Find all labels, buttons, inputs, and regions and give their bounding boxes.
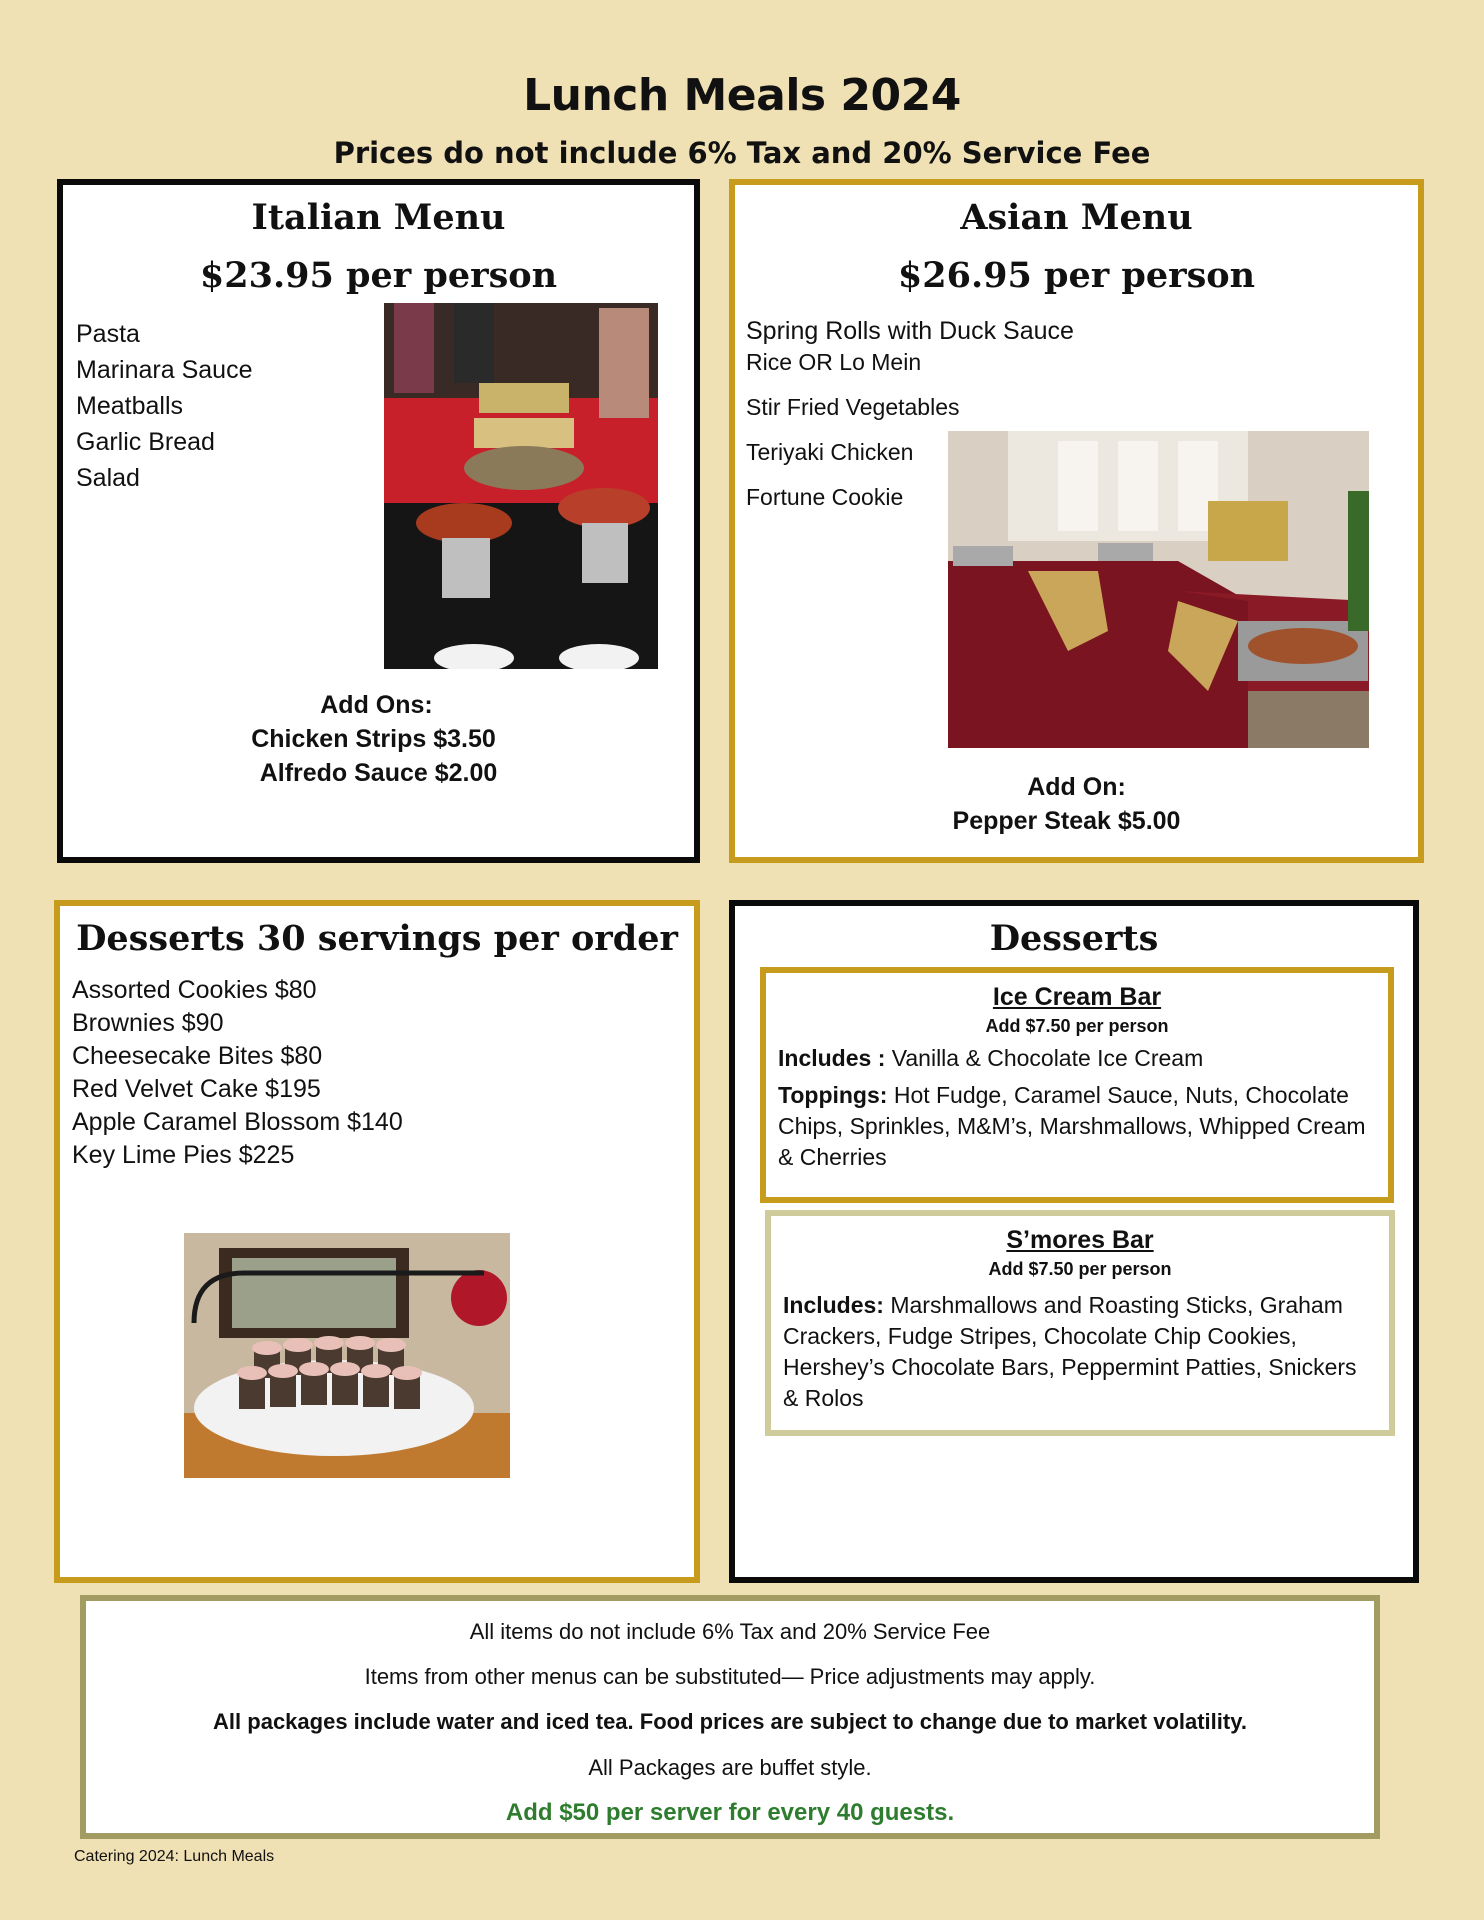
ice-cream-bar-box bbox=[760, 967, 1394, 1203]
italian-addon-item: Alfredo Sauce $2.00 bbox=[259, 759, 498, 787]
italian-buffet-photo bbox=[384, 303, 658, 669]
footer-line: All items do not include 6% Tax and 20% Service Fee bbox=[469, 1619, 991, 1644]
italian-menu-items bbox=[76, 316, 252, 496]
asian-menu-title: Asian Menu bbox=[960, 197, 1193, 238]
list-item: Cheesecake Bites $80 bbox=[72, 1042, 323, 1070]
list-item: Pasta bbox=[76, 320, 140, 348]
italian-menu-panel bbox=[57, 179, 700, 863]
toppings-text: Hot Fudge, Caramel Sauce, Nuts, Chocolate Chips, Sprinkles, M&M’s, Marshmallows, Whipped Cream & Cherries bbox=[778, 1082, 1366, 1170]
list-item: Brownies $90 bbox=[72, 1009, 224, 1037]
list-item: Fortune Cookie bbox=[746, 484, 904, 510]
page-title: Lunch Meals 2024 bbox=[523, 70, 961, 121]
asian-addon-label: Add On: bbox=[1027, 773, 1126, 801]
ice-cream-bar-title: Ice Cream Bar bbox=[992, 983, 1162, 1011]
smores-bar-box bbox=[765, 1210, 1395, 1436]
desserts-bars-panel bbox=[729, 900, 1419, 1583]
italian-menu-price: $23.95 per person bbox=[199, 255, 558, 296]
asian-addon-item: Pepper Steak $5.00 bbox=[952, 807, 1181, 835]
list-item: Meatballs bbox=[76, 392, 183, 420]
toppings-label: Toppings: bbox=[778, 1082, 888, 1108]
footer-line-server-fee: Add $50 per server for every 40 guests. bbox=[505, 1799, 955, 1826]
footer-line: Items from other menus can be substituted— Price adjustments may apply. bbox=[364, 1664, 1096, 1689]
list-item: Salad bbox=[76, 464, 140, 492]
page-caption: Catering 2024: Lunch Meals bbox=[74, 1848, 275, 1865]
desserts-bars-title: Desserts bbox=[989, 918, 1159, 959]
list-item: Red Velvet Cake $195 bbox=[72, 1075, 321, 1103]
list-item: Teriyaki Chicken bbox=[746, 439, 914, 465]
italian-menu-title: Italian Menu bbox=[251, 197, 506, 238]
list-item: Spring Rolls with Duck Sauce bbox=[746, 317, 1074, 345]
smores-bar-title: S’mores Bar bbox=[1006, 1226, 1154, 1254]
footer-notes-box bbox=[80, 1595, 1380, 1839]
list-item: Garlic Bread bbox=[76, 428, 215, 456]
includes-label: Includes: bbox=[783, 1292, 884, 1318]
ice-cream-bar-price: Add $7.50 per person bbox=[985, 1016, 1169, 1036]
dessert-tray-photo bbox=[184, 1233, 510, 1478]
desserts-order-title: Desserts 30 servings per order bbox=[76, 918, 678, 959]
smores-bar-price: Add $7.50 per person bbox=[988, 1259, 1172, 1279]
list-item: Apple Caramel Blossom $140 bbox=[72, 1108, 403, 1136]
list-item: Assorted Cookies $80 bbox=[72, 976, 317, 1004]
desserts-order-panel bbox=[54, 900, 700, 1583]
ice-cream-includes bbox=[778, 1043, 1376, 1074]
includes-text: Marshmallows and Roasting Sticks, Graham Crackers, Fudge Stripes, Chocolate Chip Cookies, Hershey’s Chocolate Bars, Peppermint Patties, Snickers & Rolos bbox=[783, 1292, 1357, 1411]
list-item: Stir Fried Vegetables bbox=[746, 394, 960, 420]
list-item: Key Lime Pies $225 bbox=[72, 1141, 295, 1169]
footer-line: All packages include water and iced tea. Food prices are subject to change due to market volatility. bbox=[213, 1709, 1247, 1734]
smores-includes bbox=[783, 1290, 1377, 1414]
desserts-order-items bbox=[72, 974, 403, 1172]
ice-cream-toppings bbox=[778, 1080, 1376, 1173]
italian-addon-item: Chicken Strips $3.50 bbox=[251, 725, 496, 753]
footer-line: All Packages are buffet style. bbox=[588, 1755, 872, 1780]
page-subtitle: Prices do not include 6% Tax and 20% Service Fee bbox=[333, 136, 1151, 170]
asian-menu-panel bbox=[729, 179, 1424, 863]
asian-buffet-photo bbox=[948, 431, 1369, 748]
includes-label: Includes : bbox=[778, 1045, 886, 1071]
asian-menu-price: $26.95 per person bbox=[897, 255, 1256, 296]
includes-text: Vanilla & Chocolate Ice Cream bbox=[891, 1045, 1204, 1071]
list-item: Marinara Sauce bbox=[76, 356, 253, 384]
italian-addons-label: Add Ons: bbox=[320, 691, 433, 719]
list-item: Rice OR Lo Mein bbox=[746, 349, 922, 375]
